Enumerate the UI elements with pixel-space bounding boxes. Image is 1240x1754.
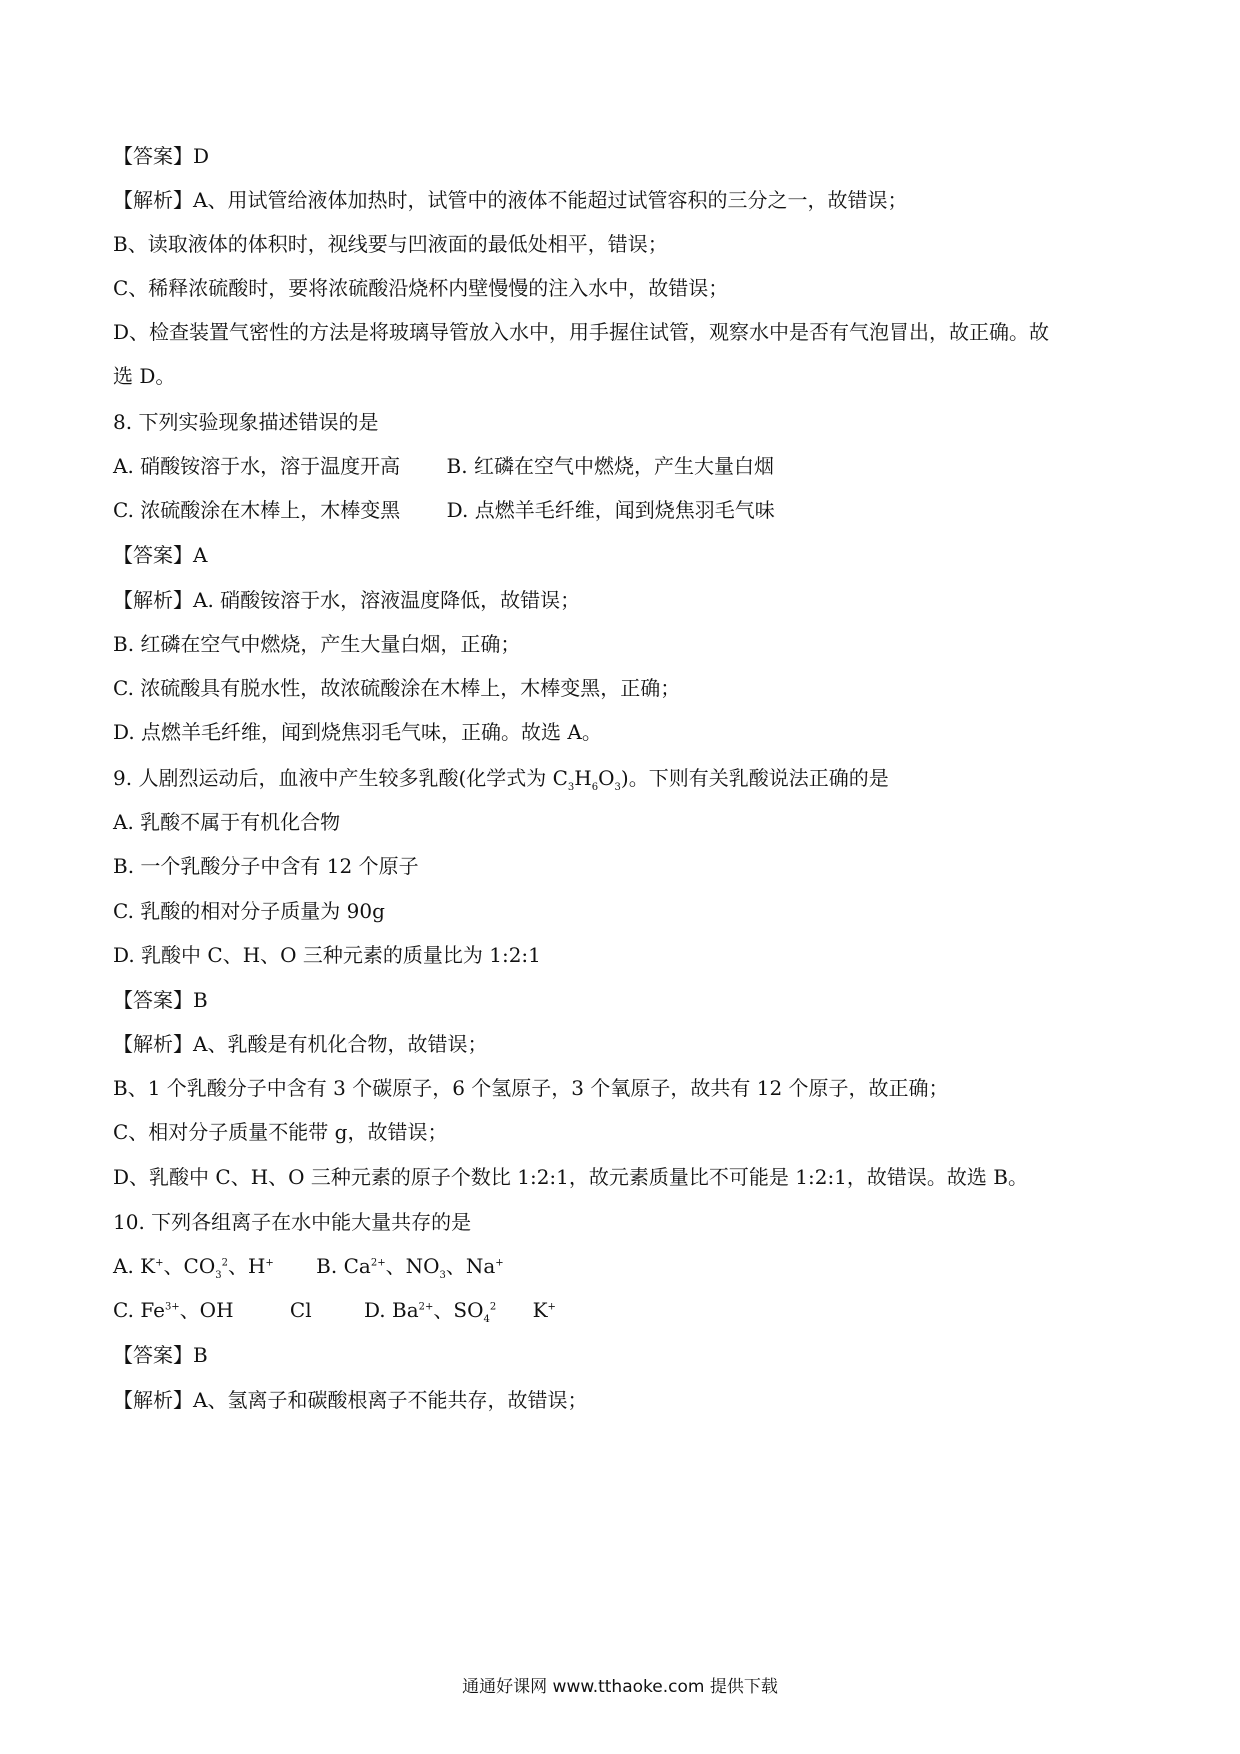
analysis-line: 【解析】A、氢离子和碳酸根离子不能共存，故错误；	[113, 1388, 588, 1412]
option-c: C. 乳酸的相对分子质量为 90g	[113, 899, 385, 923]
answer-line: 【答案】B	[113, 988, 208, 1012]
ion-text: K	[140, 1254, 156, 1278]
page-footer: 通通好课网 www.tthaoke.com 提供下载	[462, 1677, 778, 1697]
question-8-options-row-2	[113, 496, 775, 524]
option-d-label: D.	[363, 1298, 386, 1322]
analysis-line: C、稀释浓硫酸时，要将浓硫酸沿烧杯内壁慢慢的注入水中，故错误；	[113, 276, 729, 300]
option-a: A. 乳酸不属于有机化合物	[113, 810, 341, 834]
analysis-line: B、1 个乳酸分子中含有 3 个碳原子，6 个氢原子，3 个氧原子，故共有 12 个原子，故正确；	[113, 1076, 949, 1100]
ion-text: 、NO	[385, 1254, 440, 1278]
ion-text: 、OH	[179, 1298, 234, 1322]
ion-charge: 2	[221, 1257, 228, 1269]
ion-text: Cl	[289, 1298, 312, 1322]
ion-charge: 2+	[418, 1301, 434, 1313]
ion-text: Ba	[392, 1298, 419, 1322]
ion-charge: +	[265, 1257, 274, 1269]
analysis-line: 【解析】A. 硝酸铵溶于水，溶液温度降低，故错误；	[113, 588, 581, 612]
option-d: D. 点燃羊毛纤维，闻到烧焦羽毛气味	[446, 498, 775, 522]
ion-text: 、SO	[433, 1298, 484, 1322]
question-8-options-row-1	[113, 452, 774, 480]
ion-text: 、Na	[445, 1254, 496, 1278]
ion-charge: +	[155, 1257, 164, 1269]
answer-line: 【答案】D	[113, 144, 210, 168]
ion-charge: 2	[489, 1301, 497, 1313]
analysis-line: C. 浓硫酸具有脱水性，故浓硫酸涂在木棒上，木棒变黑，正确；	[113, 676, 681, 700]
option-d: D. 乳酸中 C、H、O 三种元素的质量比为 1:2:1	[113, 943, 541, 967]
question-8: 8. 下列实验现象描述错误的是	[113, 410, 379, 434]
option-a-label: A.	[113, 1254, 134, 1278]
formula-subscript: 3	[614, 782, 621, 793]
formula-text: H	[574, 766, 592, 790]
option-c-label: C.	[113, 1298, 134, 1322]
ion-text: K	[532, 1298, 548, 1322]
analysis-line: 选 D。	[113, 364, 176, 388]
question-10-options-row-1	[113, 1252, 504, 1280]
option-b: B. 一个乳酸分子中含有 12 个原子	[113, 854, 419, 878]
ion-charge: +	[495, 1257, 504, 1269]
formula-text: O	[598, 766, 615, 790]
ion-subscript: 4	[483, 1314, 490, 1325]
option-a: A. 硝酸铵溶于水，溶于温度开高	[113, 454, 401, 478]
option-c: C. 浓硫酸涂在木棒上，木棒变黑	[113, 498, 401, 522]
question-9	[113, 764, 889, 792]
analysis-line: 【解析】A、用试管给液体加热时，试管中的液体不能超过试管容积的三分之一，故错误；	[113, 188, 908, 212]
answer-line: 【答案】A	[113, 543, 208, 567]
ion-text: 、H	[227, 1254, 266, 1278]
formula-subscript: 6	[591, 782, 599, 793]
question-9-text: )。下则有关乳酸说法正确的是	[620, 766, 889, 790]
analysis-line: B. 红磷在空气中燃烧，产生大量白烟，正确；	[113, 632, 521, 656]
analysis-line: D、检查装置气密性的方法是将玻璃导管放入水中，用手握住试管，观察水中是否有气泡冒出，故正确。故	[113, 320, 1050, 344]
option-b-label: B.	[316, 1254, 338, 1278]
analysis-line: C、相对分子质量不能带 g，故错误；	[113, 1120, 448, 1144]
ion-subscript: 3	[439, 1270, 446, 1281]
analysis-line: B、读取液体的体积时，视线要与凹液面的最低处相平，错误；	[113, 232, 668, 256]
question-10: 10. 下列各组离子在水中能大量共存的是	[113, 1210, 472, 1234]
ion-subscript: 3	[215, 1270, 222, 1281]
formula-subscript: 3	[567, 782, 575, 793]
ion-charge: +	[547, 1301, 556, 1313]
ion-text: 、CO	[163, 1254, 216, 1278]
ion-charge: 2+	[370, 1257, 386, 1269]
ion-text: Fe	[140, 1298, 165, 1322]
analysis-line: 【解析】A、乳酸是有机化合物，故错误；	[113, 1032, 488, 1056]
analysis-line: D、乳酸中 C、H、O 三种元素的原子个数比 1:2:1，故元素质量比不可能是 1:2:1，故错误。故选 B。	[113, 1165, 1028, 1189]
answer-line: 【答案】B	[113, 1343, 208, 1367]
option-b: B. 红磷在空气中燃烧，产生大量白烟	[446, 454, 774, 478]
ion-text: Ca	[343, 1254, 371, 1278]
question-10-options-row-2	[113, 1296, 556, 1324]
ion-charge: 3+	[164, 1301, 180, 1313]
question-9-text: 9. 人剧烈运动后，血液中产生较多乳酸(化学式为 C	[113, 766, 568, 790]
analysis-line: D. 点燃羊毛纤维，闻到烧焦羽毛气味，正确。故选 A。	[113, 720, 602, 744]
